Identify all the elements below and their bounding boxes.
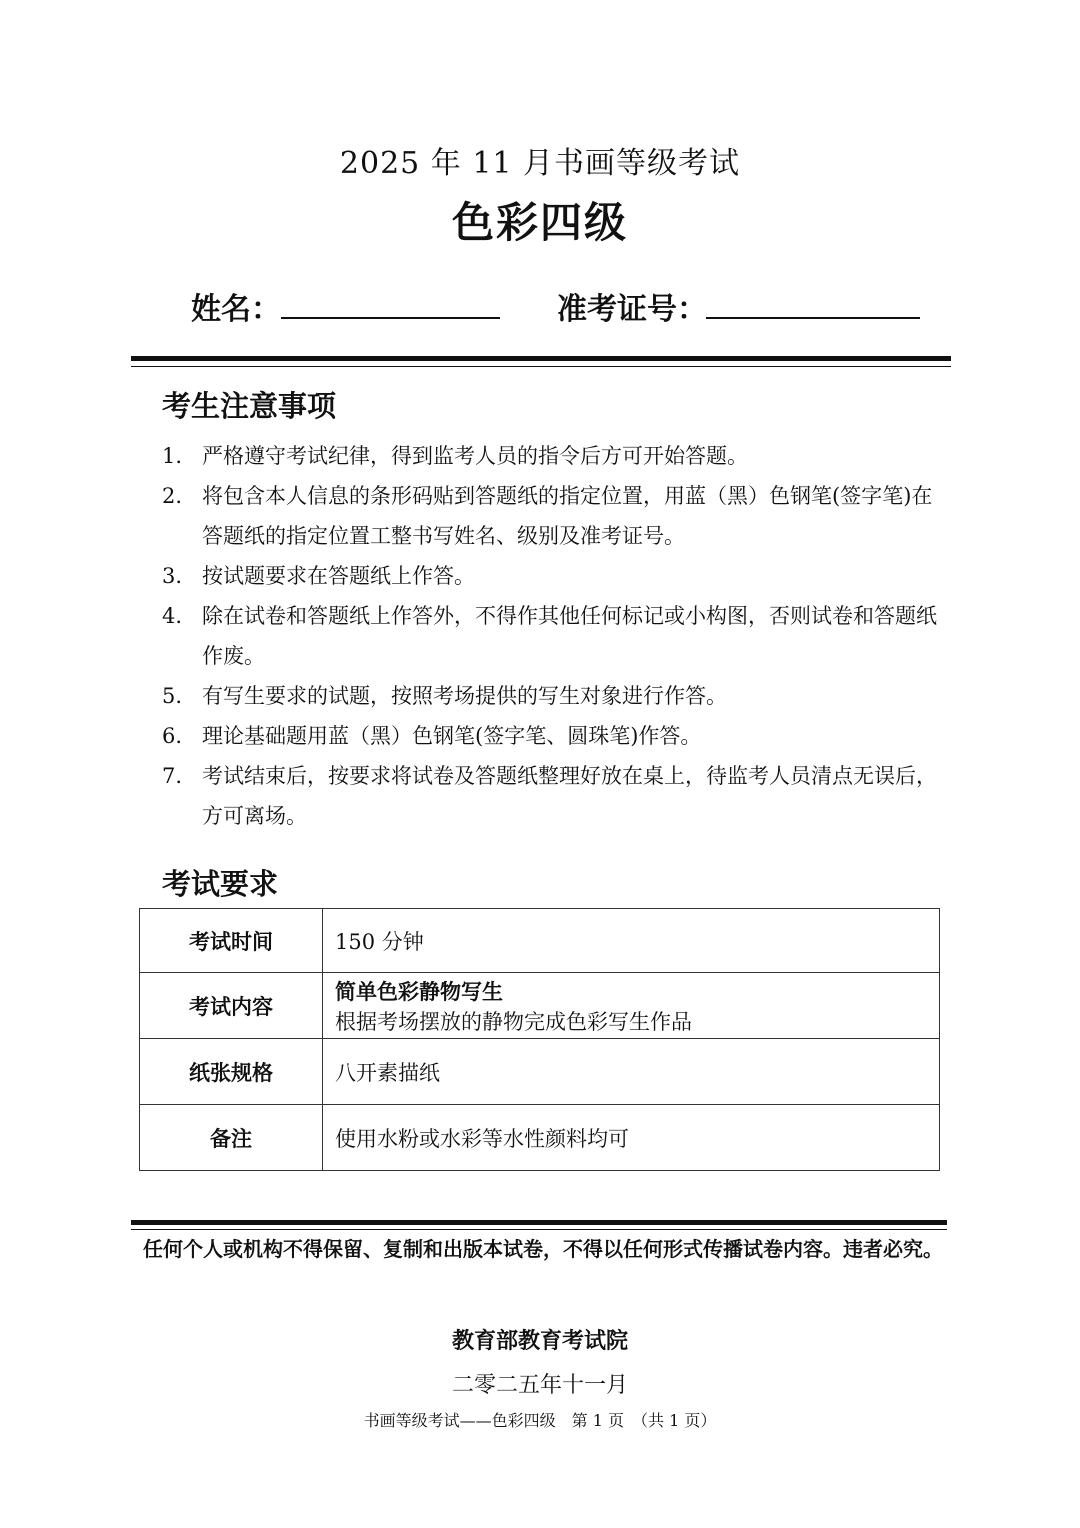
notice-number: 6.	[162, 724, 183, 748]
name-blank-line	[281, 317, 500, 319]
req-value-title: 简单色彩静物写生	[335, 978, 503, 1004]
req-value-cell	[323, 973, 940, 1039]
table-row	[140, 1039, 940, 1105]
exam-level-title: 色彩四级	[451, 198, 628, 247]
notice-item	[162, 596, 942, 676]
issuer: 教育部教育考试院	[451, 1328, 628, 1354]
notice-number: 5.	[162, 684, 183, 708]
notice-item	[162, 676, 942, 716]
notice-number: 1.	[162, 444, 183, 468]
notice-text: 按试题要求在答题纸上作答。	[202, 564, 475, 588]
notice-item	[162, 556, 942, 596]
exam-title: 2025 年 11 月书画等级考试	[339, 146, 741, 181]
notice-number: 4.	[162, 604, 183, 628]
req-key: 考试内容	[140, 973, 323, 1039]
issue-date: 二零二五年十一月	[451, 1373, 628, 1398]
req-value: 八开素描纸	[323, 1039, 940, 1105]
notice-number: 7.	[162, 764, 183, 788]
req-value: 根据考场摆放的静物完成色彩写生作品	[335, 1009, 692, 1034]
bottom-rule-thin	[131, 1229, 947, 1230]
top-rule-thick	[131, 356, 951, 361]
requirements-heading: 考试要求	[162, 867, 279, 901]
notice-text: 严格遵守考试纪律，得到监考人员的指令后方可开始答题。	[202, 444, 748, 468]
notice-text: 考试结束后，按要求将试卷及答题纸整理好放在桌上，待监考人员清点无误后，方可离场。	[202, 764, 937, 828]
notice-text: 理论基础题用蓝（黑）色钢笔(签字笔、圆珠笔)作答。	[202, 724, 702, 748]
bottom-rule-thick	[131, 1220, 947, 1225]
requirements-table	[139, 908, 940, 1171]
id-blank-line	[706, 317, 920, 319]
notice-item	[162, 436, 942, 476]
notice-text: 将包含本人信息的条形码贴到答题纸的指定位置，用蓝（黑）色钢笔(签字笔)在答题纸的指定位置工整书写姓名、级别及准考证号。	[202, 484, 933, 548]
table-row	[140, 1105, 940, 1171]
req-key: 考试时间	[140, 909, 323, 973]
req-key: 纸张规格	[140, 1039, 323, 1105]
table-row	[140, 973, 940, 1039]
id-label: 准考证号：	[557, 292, 707, 327]
notice-item	[162, 476, 942, 556]
notice-item	[162, 716, 942, 756]
top-rule-thin	[131, 366, 951, 367]
notices-heading: 考生注意事项	[162, 389, 337, 423]
notice-number: 3.	[162, 564, 183, 588]
req-value: 使用水粉或水彩等水性颜料均可	[323, 1105, 940, 1171]
page-footer: 书画等级考试——色彩四级 第 1 页 （共 1 页）	[363, 1411, 717, 1430]
table-row	[140, 909, 940, 973]
notice-item	[162, 756, 942, 836]
req-key: 备注	[140, 1105, 323, 1171]
notice-number: 2.	[162, 484, 183, 508]
copyright-disclaimer: 任何个人或机构不得保留、复制和出版本试卷，不得以任何形式传播试卷内容。违者必究。	[143, 1237, 943, 1261]
name-label: 姓名：	[191, 292, 281, 327]
notice-text: 除在试卷和答题纸上作答外，不得作其他任何标记或小构图，否则试卷和答题纸作废。	[202, 604, 937, 668]
notice-text: 有写生要求的试题，按照考场提供的写生对象进行作答。	[202, 684, 727, 708]
req-value: 150 分钟	[323, 909, 940, 973]
